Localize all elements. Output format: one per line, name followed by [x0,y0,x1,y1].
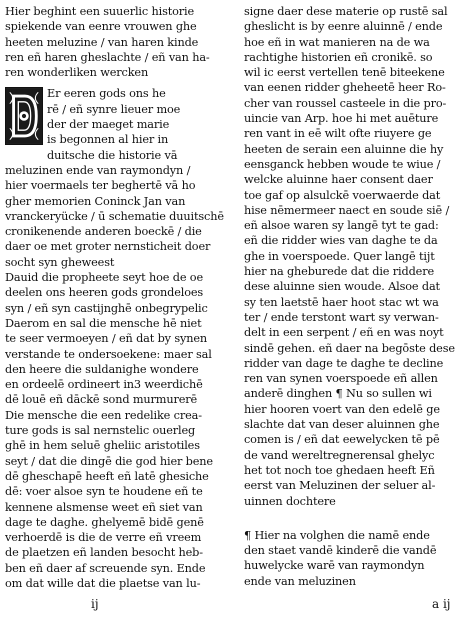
text-line: dese aluinne sien woude. Alsoe dat [244,280,440,294]
text-line: hier voermaels ter beghertē vā ho [5,179,196,193]
text-line: eñ die ridder wies van daghe te da [244,234,438,248]
text-line: kennene alsmense weet eñ siet van [5,500,203,514]
right-column [244,4,466,589]
text-line: syn / eñ syn castijnghē onbegrypelic [5,301,208,315]
text-line: sindē gehen. eñ daer na begōste dese [244,341,455,355]
text-line: den heere die suldanighe wondere [5,362,199,376]
text-line: meluzinen ende van raymondyn / [5,163,191,177]
text-line: cronikenende anderen boeckē / die [5,225,202,239]
text-line: comen is / eñ dat eewelycken tē pē [244,433,440,447]
text-line: ghē in hem seluē gheliic aristotiles [5,439,200,453]
text-line: ende van meluzinen [244,574,356,588]
text-line: ter / ende terstont wart sy verwan- [244,310,439,324]
initial-paragraph [5,86,230,162]
body-text [5,163,230,591]
text-line: de plaetzen eñ landen besocht heb- [5,546,203,560]
folio-left: ij [91,597,99,611]
text-line: ren vant in eē wilt ofte riuyere ge [244,127,432,141]
text-line: het tot noch toe ghedaen heeft Eñ [244,463,435,477]
text-line: ren wonderliken wercken [5,66,149,80]
text-line: om dat wille dat die plaetse van lu- [5,576,201,590]
text-line: huwelycke warē van raymondyn [244,559,425,573]
text-line: signe daer dese materie op rustē sal [244,5,448,18]
text-line: hier hooren voert van den edelē ge [244,402,440,416]
text-line: seyt / dat die dingē die god hier bene [5,454,213,468]
text-line: vranckeryücke / ū schematie duuitschē [5,209,224,223]
text-line: van eenen ridder gheheetē heer Ro- [244,81,446,95]
text-line: den staet vandē kinderē die vandē [244,544,437,558]
text-line: toe gaf op alsulckē voerwaerde dat [244,188,441,202]
text-line: delt in een serpent / eñ en was noyt [244,326,444,340]
text-line: spiekende van eenre vrouwen ghe [5,20,197,34]
text-line: daer oe met groter nernsticheit doer [5,240,211,254]
text-line: verstande te ondersoekene: maer sal [5,347,212,361]
text-line: Die mensche die een redelike crea- [5,408,202,422]
text-line: ridder van dage te daghe te decline [244,356,444,370]
text-line: duitsche die historie vā [47,148,178,162]
text-line: anderē dinghen ¶ Nu so sullen wi [244,387,432,401]
text-line: ghe in voerspoede. Quer langē tijt [244,249,435,263]
text-line: ¶ Hier na volghen die namē ende [244,528,430,542]
text-line: de vand wereltregnerensal ghelyc [244,448,435,462]
text-line: uincie van Arp. hoe hi met auēture [244,112,439,126]
text-line: ben eñ daer af screuende syn. Ende [5,561,206,575]
text-line: sy ten laetstē haer hoot stac wt wa [244,295,439,309]
text-line: socht syn gheweest [5,255,115,269]
text-line: ren van synen voerspoede eñ allen [244,372,438,386]
text-line: uinnen dochtere [244,494,336,508]
text-line: eensganck hebben woude te wiue / [244,157,441,171]
left-column [5,4,230,591]
text-line: gheslicht is by eenre aluinnē / ende [244,20,443,34]
body-text [244,4,466,509]
text-line: wil ic eerst vertellen tenē biteekene [244,66,445,80]
text-line: Hier beghint een suuerlic historie [5,5,195,18]
text-line: dē gheschapē heeft eñ latē ghesiche [5,469,209,483]
text-line: slachte dat van deser aluinnen ghe [244,418,440,432]
text-line: welcke aluinne haer consent daer [244,173,433,187]
folio-right: a ij [432,597,451,611]
text-line: rē / eñ synre lieuer moe [47,102,181,116]
text-line: cher van roussel casteele in die pro- [244,96,447,110]
text-line: der der maeget marie [47,118,170,132]
text-line: eerst van Meluzinen der seluer al- [244,479,436,493]
text-line: Dauid die propheete seyt hoe de oe [5,271,203,285]
text-line: hoe eñ in wat manieren na de wa [244,35,430,49]
text-line: eñ alsoe waren sy langē tyt te gad: [244,219,439,233]
text-line: dē louē eñ dāckē sond murmurerē [5,393,198,407]
text-line: hier na gheburede dat die riddere [244,265,434,279]
text-line: ture gods is sal nernstelic ouerleg [5,424,196,438]
text-line: Daerom en sal die mensche hē niet [5,316,202,330]
intro-heading [5,4,230,80]
text-line: heeten meluzine / van haren kinde [5,35,199,49]
text-line: te seer vermoeyen / eñ dat by synen [5,332,207,346]
text-span: Er eeren gods ons he [47,87,166,101]
text-line: en ordeelē ordineert in3 weerdichē [5,378,203,392]
decorated-initial-ornament-icon [6,88,42,144]
text-line: gher memorien Coninck Jan van [5,194,186,208]
text-line: dē: voer alsoe syn te houdene eñ te [5,485,203,499]
text-line: is begonnen al hier in [47,133,169,147]
text-line: verhoerdē is die de verre eñ vreem [5,531,202,545]
text-line: ren eñ haren gheslachte / eñ van ha- [5,50,210,64]
text-line: dage te daghe. ghelyemē bidē genē [5,515,204,529]
text-line: rachtighe historien eñ cronikē. so [244,50,433,64]
text-line: heeten de serain een aluinne die hy [244,142,444,156]
spacer [244,509,466,528]
text-line: deelen ons heeren gods grondeloes [5,286,204,300]
closing-heading [244,528,466,589]
text-line: hise nēmermeer naect en soude siē / [244,203,450,217]
decorated-initial-d [5,87,43,145]
